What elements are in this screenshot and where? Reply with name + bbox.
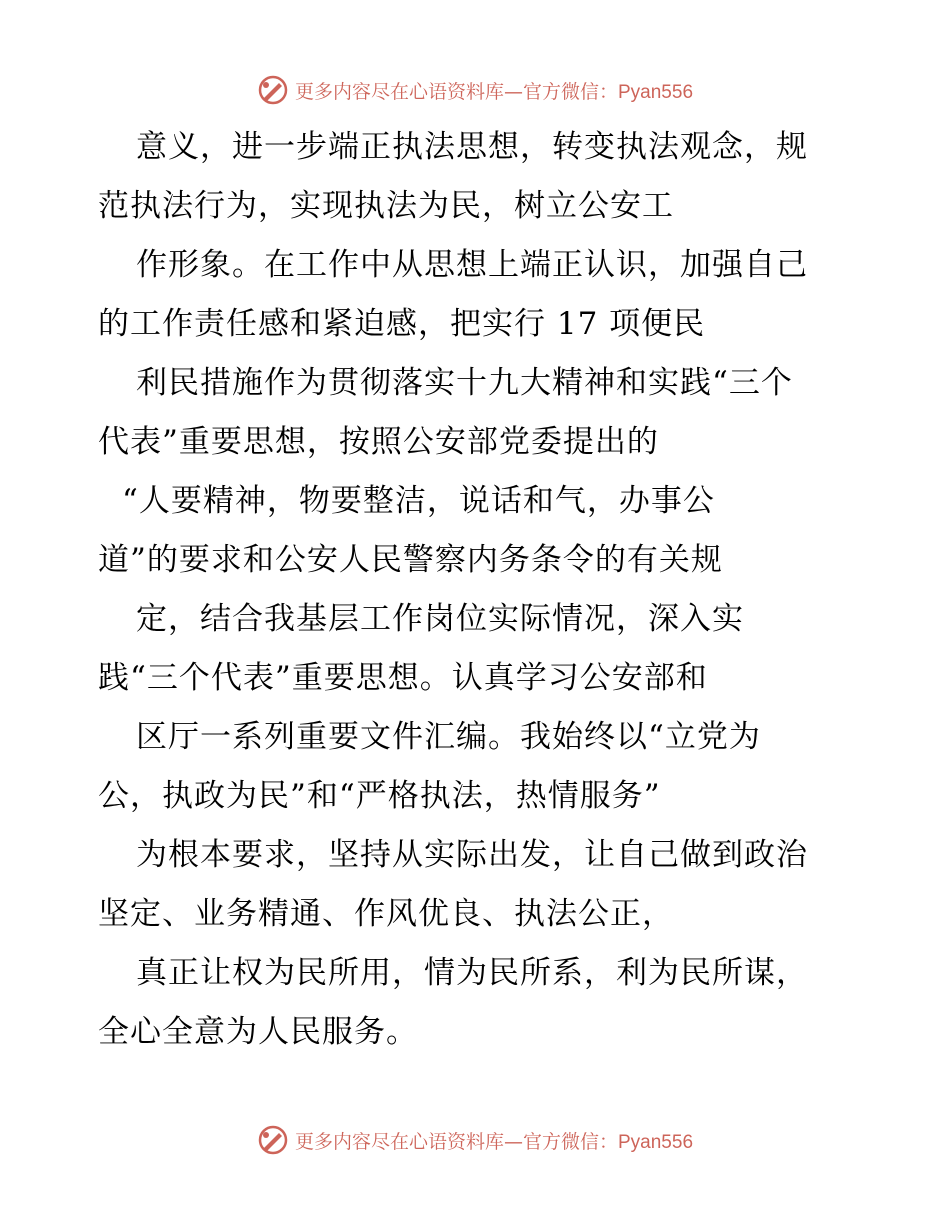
- text-line: 利民措施作为贯彻落实十九大精神和实践“三个: [136, 365, 793, 401]
- text-line: 区厅一系列重要文件汇编。我始终以“立党为: [136, 719, 761, 755]
- document-body: [98, 118, 858, 1062]
- text-line: 的工作责任感和紧迫感，把实行 17 项便民: [98, 306, 706, 342]
- text-line: 道”的要求和公安人民警察内务条令的有关规: [98, 542, 723, 578]
- footer-watermark: [0, 1120, 950, 1160]
- watermark-label: 更多内容尽在心语资料库—官方微信：: [294, 80, 618, 103]
- text-line: 践“三个代表”重要思想。认真学习公安部和: [98, 660, 708, 696]
- watermark-wechat-id: Pyan556: [618, 1131, 694, 1153]
- text-line: 坚定、业务精通、作风优良、执法公正，: [98, 896, 674, 932]
- pen-logo-icon: [257, 1124, 289, 1156]
- text-line: 真正让权为民所用，情为民所系，利为民所谋，: [136, 955, 808, 991]
- text-line: 定，结合我基层工作岗位实际情况，深入实: [136, 601, 744, 637]
- pen-logo-icon: [257, 74, 289, 106]
- text-line: “人要精神，物要整洁，说话和气，办事公: [122, 483, 715, 519]
- text-line: 代表”重要思想，按照公安部党委提出的: [98, 424, 659, 460]
- watermark-text: [295, 77, 693, 104]
- watermark-label: 更多内容尽在心语资料库—官方微信：: [294, 1130, 618, 1153]
- text-line: 作形象。在工作中从思想上端正认识，加强自己: [136, 247, 808, 283]
- text-line: 意义，进一步端正执法思想，转变执法观念，规: [136, 129, 808, 165]
- text-line: 范执法行为，实现执法为民，树立公安工: [98, 188, 674, 224]
- text-line: 全心全意为人民服务。: [98, 1014, 418, 1050]
- text-line: 为根本要求，坚持从实际出发，让自己做到政治: [136, 837, 808, 873]
- watermark-text: [295, 1127, 693, 1154]
- text-line: 公，执政为民”和“严格执法，热情服务”: [98, 778, 661, 814]
- watermark-wechat-id: Pyan556: [618, 81, 694, 103]
- header-watermark: [0, 70, 950, 110]
